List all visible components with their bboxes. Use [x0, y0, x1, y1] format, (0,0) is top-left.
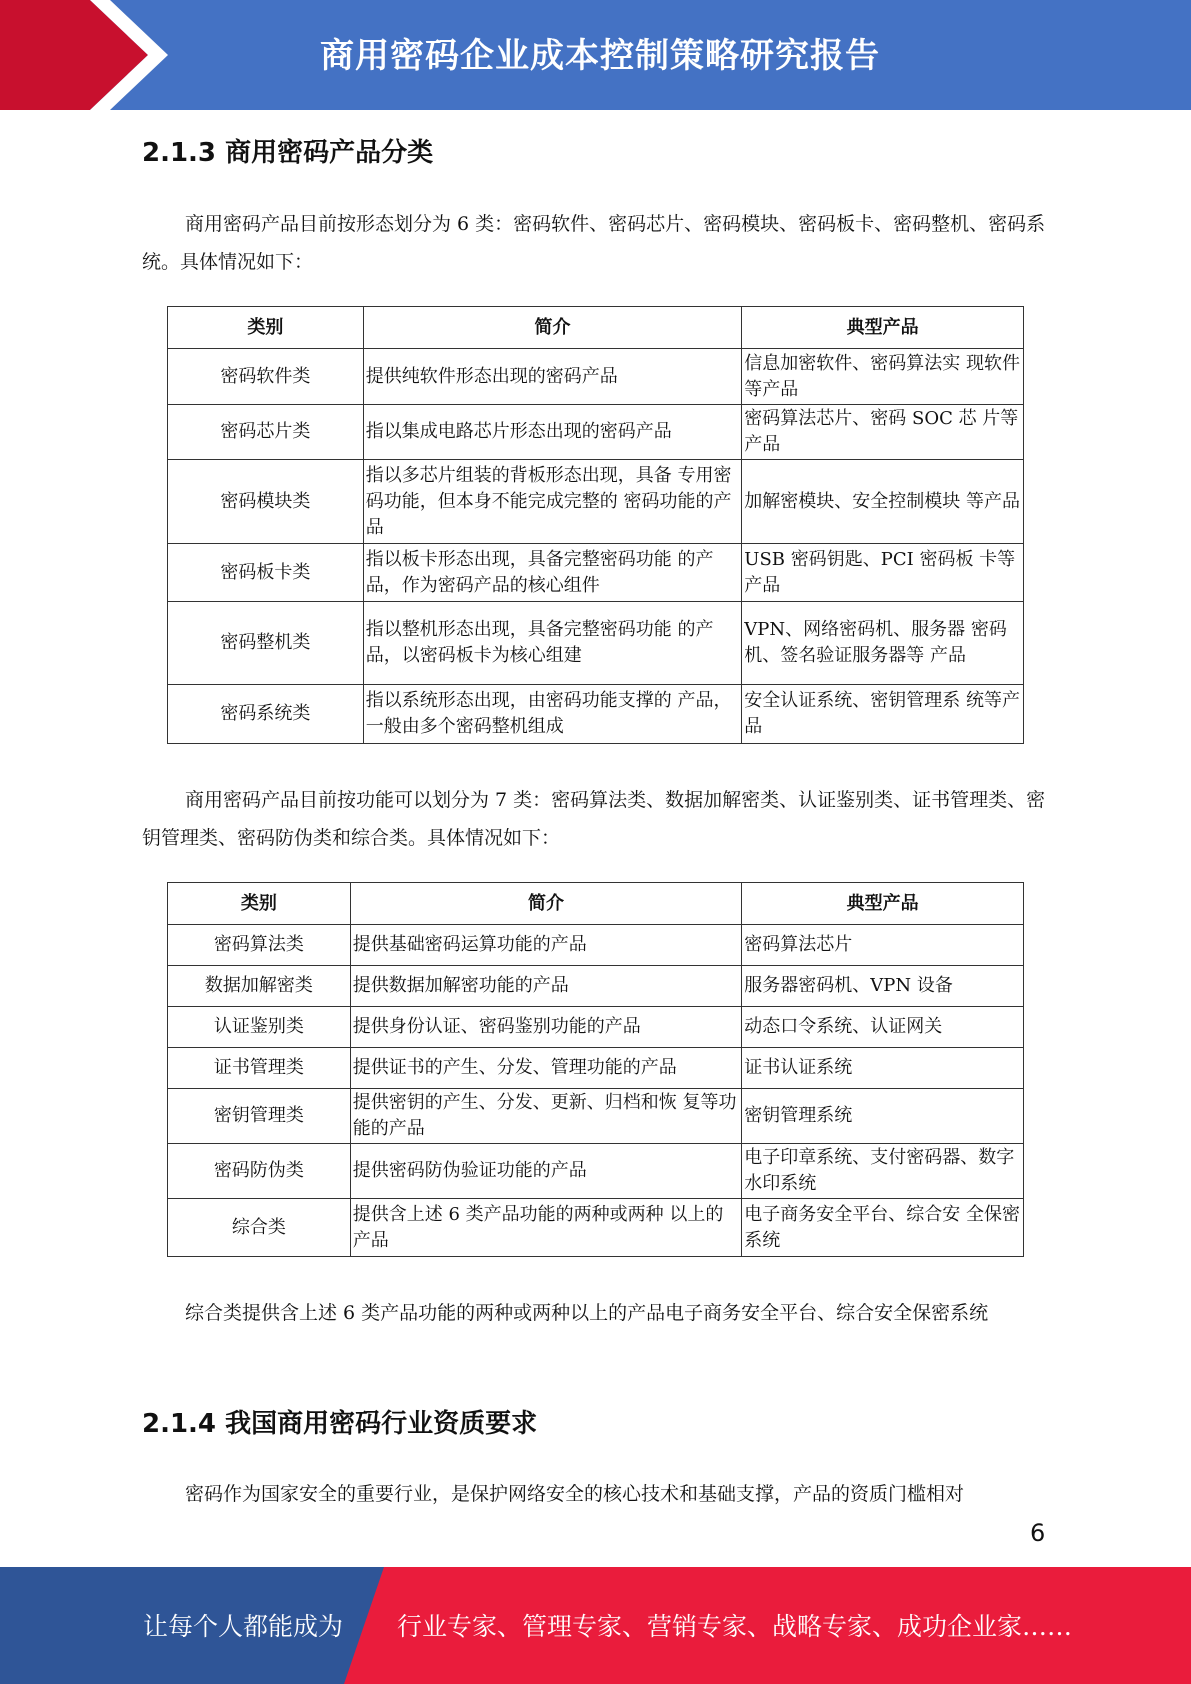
- product-cell: 安全认证系统、密钥管理系 统等产品: [742, 685, 1024, 744]
- description-cell: 提供基础密码运算功能的产品: [350, 925, 742, 966]
- description-cell: 提供纯软件形态出现的密码产品: [363, 349, 742, 405]
- description-cell: 指以系统形态出现，由密码功能支撑的 产品，一般由多个密码整机组成: [363, 685, 742, 744]
- table-row: [168, 349, 1024, 405]
- product-cell: 电子印章系统、支付密码器、数字水印系统: [742, 1144, 1024, 1199]
- table-row: [168, 925, 1024, 966]
- paragraph-qualification: 密码作为国家安全的重要行业，是保护网络安全的核心技术和基础支撑，产品的资质门槛相对: [185, 1483, 965, 1505]
- category-cell: 密钥管理类: [168, 1089, 351, 1144]
- table-row: [168, 685, 1024, 744]
- description-cell: 提供证书的产生、分发、管理功能的产品: [350, 1048, 742, 1089]
- report-title: 商用密码企业成本控制策略研究报告: [320, 36, 880, 76]
- category-cell: 数据加解密类: [168, 966, 351, 1007]
- description-cell: 指以集成电路芯片形态出现的密码产品: [363, 405, 742, 460]
- paragraph-intro-form: 商用密码产品目前按形态划分为 6 类：密码软件、密码芯片、密码模块、密码板卡、密码整机、密码系统。具体情况如下：: [142, 213, 1046, 273]
- category-cell: 证书管理类: [168, 1048, 351, 1089]
- category-cell: 密码系统类: [168, 685, 364, 744]
- section-heading-2-1-4: 2.1.4 我国商用密码行业资质要求: [142, 1409, 538, 1439]
- product-cell: 密钥管理系统: [742, 1089, 1024, 1144]
- table-row: [168, 544, 1024, 602]
- description-cell: 提供数据加解密功能的产品: [350, 966, 742, 1007]
- category-cell: 密码模块类: [168, 460, 364, 544]
- footer-slogan-left: 让每个人都能成为: [143, 1612, 344, 1641]
- category-cell: 密码芯片类: [168, 405, 364, 460]
- column-header: 类别: [168, 307, 364, 349]
- product-form-table: [167, 306, 1024, 744]
- category-cell: 密码算法类: [168, 925, 351, 966]
- page-footer: [0, 1567, 1191, 1684]
- product-cell: USB 密码钥匙、PCI 密码板 卡等产品: [742, 544, 1024, 602]
- footer-slogan-right: 行业专家、管理专家、营销专家、战略专家、成功企业家……: [397, 1612, 1073, 1641]
- paragraph-intro-function: 商用密码产品目前按功能可以划分为 7 类：密码算法类、数据加解密类、认证鉴别类、证书管理类、密钥管理类、密码防伪类和综合类。具体情况如下：: [142, 789, 1046, 849]
- product-function-table: [167, 882, 1024, 1257]
- category-cell: 认证鉴别类: [168, 1007, 351, 1048]
- category-cell: 综合类: [168, 1199, 351, 1257]
- description-cell: 提供身份认证、密码鉴别功能的产品: [350, 1007, 742, 1048]
- description-cell: 提供密钥的产生、分发、更新、归档和恢 复等功能的产品: [350, 1089, 742, 1144]
- description-cell: 提供含上述 6 类产品功能的两种或两种 以上的产品: [350, 1199, 742, 1257]
- table-row: [168, 405, 1024, 460]
- description-cell: 提供密码防伪验证功能的产品: [350, 1144, 742, 1199]
- product-cell: 服务器密码机、VPN 设备: [742, 966, 1024, 1007]
- product-cell: 动态口令系统、认证网关: [742, 1007, 1024, 1048]
- category-cell: 密码板卡类: [168, 544, 364, 602]
- product-cell: 加解密模块、安全控制模块 等产品: [742, 460, 1024, 544]
- table-row: [168, 1199, 1024, 1257]
- column-header: 类别: [168, 883, 351, 925]
- table-header-row: [168, 307, 1024, 349]
- description-cell: 指以多芯片组装的背板形态出现，具备 专用密码功能，但本身不能完成完整的 密码功能的产品: [363, 460, 742, 544]
- page-number: 6: [1030, 1519, 1046, 1547]
- category-cell: 密码整机类: [168, 602, 364, 685]
- table-row: [168, 1089, 1024, 1144]
- product-cell: 证书认证系统: [742, 1048, 1024, 1089]
- table-row: [168, 460, 1024, 544]
- table-row: [168, 966, 1024, 1007]
- section-heading-2-1-3: 2.1.3 商用密码产品分类: [142, 138, 434, 168]
- column-header: 简介: [363, 307, 742, 349]
- page-header: [0, 0, 1191, 110]
- category-cell: 密码防伪类: [168, 1144, 351, 1199]
- table-row: [168, 1048, 1024, 1089]
- product-cell: 电子商务安全平台、综合安 全保密系统: [742, 1199, 1024, 1257]
- product-cell: VPN、网络密码机、服务器 密码机、签名验证服务器等 产品: [742, 602, 1024, 685]
- product-cell: 信息加密软件、密码算法实 现软件等产品: [742, 349, 1024, 405]
- description-cell: 指以板卡形态出现，具备完整密码功能 的产品，作为密码产品的核心组件: [363, 544, 742, 602]
- table-row: [168, 1144, 1024, 1199]
- table-row: [168, 602, 1024, 685]
- paragraph-summary: 综合类提供含上述 6 类产品功能的两种或两种以上的产品电子商务安全平台、综合安全保密系统: [185, 1302, 989, 1324]
- table-header-row: [168, 883, 1024, 925]
- description-cell: 指以整机形态出现，具备完整密码功能 的产品，以密码板卡为核心组建: [363, 602, 742, 685]
- product-cell: 密码算法芯片、密码 SOC 芯 片等产品: [742, 405, 1024, 460]
- column-header: 典型产品: [742, 307, 1024, 349]
- table-row: [168, 1007, 1024, 1048]
- category-cell: 密码软件类: [168, 349, 364, 405]
- column-header: 简介: [350, 883, 742, 925]
- column-header: 典型产品: [742, 883, 1024, 925]
- product-cell: 密码算法芯片: [742, 925, 1024, 966]
